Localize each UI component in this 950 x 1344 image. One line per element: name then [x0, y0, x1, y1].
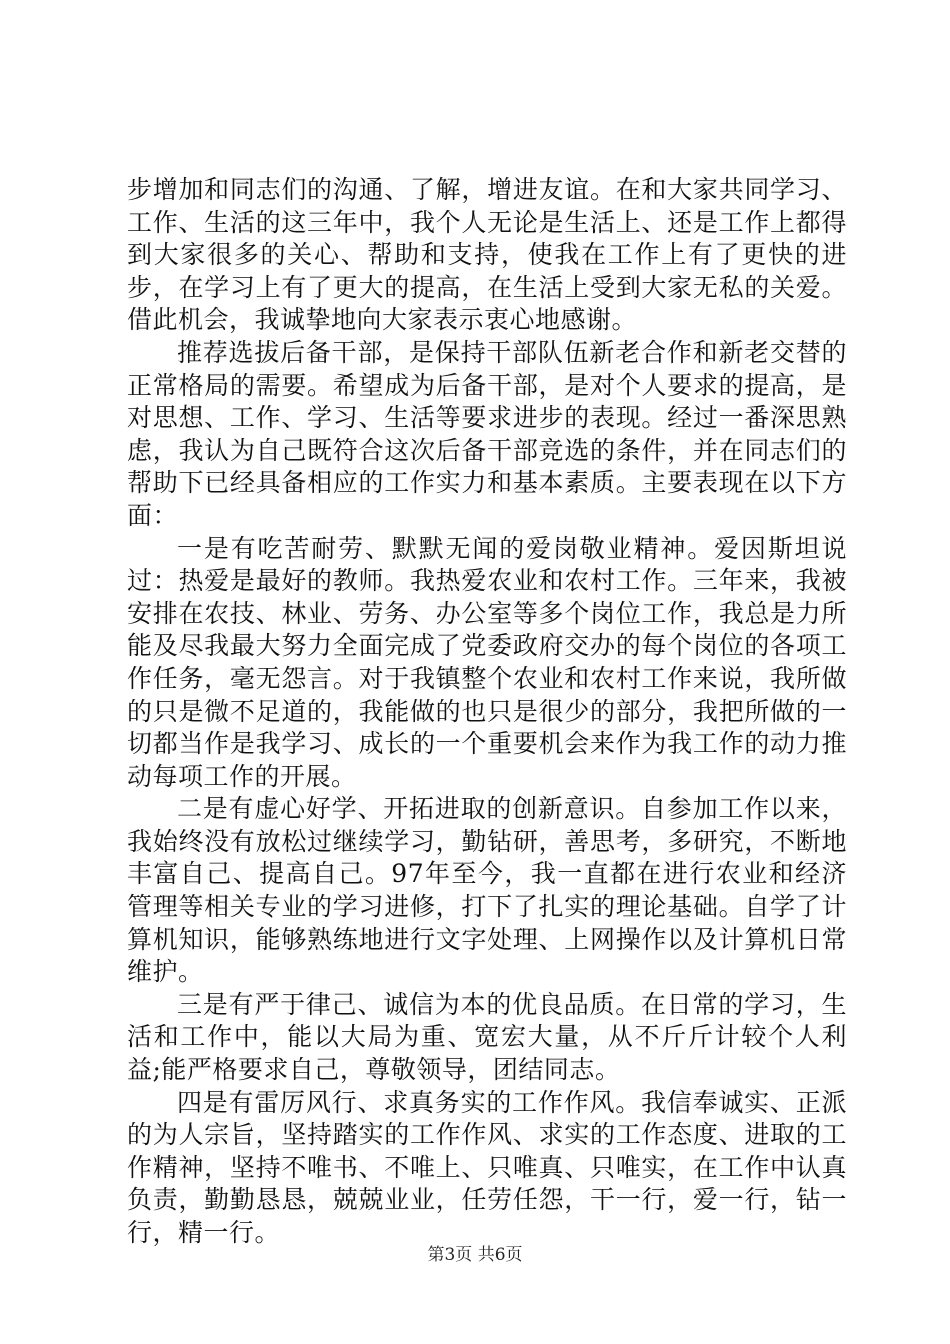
paragraph-5: 三是有严于律己、诚信为本的优良品质。在日常的学习，生活和工作中，能以大局为重、宽宏大量，从不斤斤计较个人利益;能严格要求自己，尊敬领导，团结同志。	[127, 989, 847, 1085]
paragraph-2: 推荐选拔后备干部，是保持干部队伍新老合作和新老交替的正常格局的需要。希望成为后备干部，是对个人要求的提高，是对思想、工作、学习、生活等要求进步的表现。经过一番深思熟虑，我认为自己既符合这次后备干部竞选的条件，并在同志们的帮助下已经具备相应的工作实力和基本素质。主要表现在以下方面：	[127, 337, 847, 530]
document-body	[127, 174, 847, 1250]
paragraph-6: 四是有雷厉风行、求真务实的工作作风。我信奉诚实、正派的为人宗旨，坚持踏实的工作作风、求实的工作态度、进取的工作精神，坚持不唯书、不唯上、只唯真、只唯实，在工作中认真负责，勤勤恳恳，兢兢业业，任劳任怨，干一行，爱一行，钻一行，精一行。	[127, 1087, 847, 1247]
page-number-footer: 第3页 共6页	[427, 1245, 523, 1265]
paragraph-3: 一是有吃苦耐劳、默默无闻的爱岗敬业精神。爱因斯坦说过：热爱是最好的教师。我热爱农业和农村工作。三年来，我被安排在农技、林业、劳务、办公室等多个岗位工作，我总是力所能及尽我最大努力全面完成了党委政府交办的每个岗位的各项工作任务，毫无怨言。对于我镇整个农业和农村工作来说，我所做的只是微不足道的，我能做的也只是很少的部分，我把所做的一切都当作是我学习、成长的一个重要机会来作为我工作的动力推动每项工作的开展。	[127, 533, 847, 791]
paragraph-1: 步增加和同志们的沟通、了解，增进友谊。在和大家共同学习、工作、生活的这三年中，我个人无论是生活上、还是工作上都得到大家很多的关心、帮助和支持，使我在工作上有了更快的进步，在学习上有了更大的提高，在生活上受到大家无私的关爱。借此机会，我诚挚地向大家表示衷心地感谢。	[127, 175, 847, 335]
paragraph-4: 二是有虚心好学、开拓进取的创新意识。自参加工作以来，我始终没有放松过继续学习，勤钻研，善思考，多研究，不断地丰富自己、提高自己。97年至今，我一直都在进行农业和经济管理等相关专业的学习进修，打下了扎实的理论基础。自学了计算机知识，能够熟练地进行文字处理、上网操作以及计算机日常维护。	[127, 794, 847, 987]
